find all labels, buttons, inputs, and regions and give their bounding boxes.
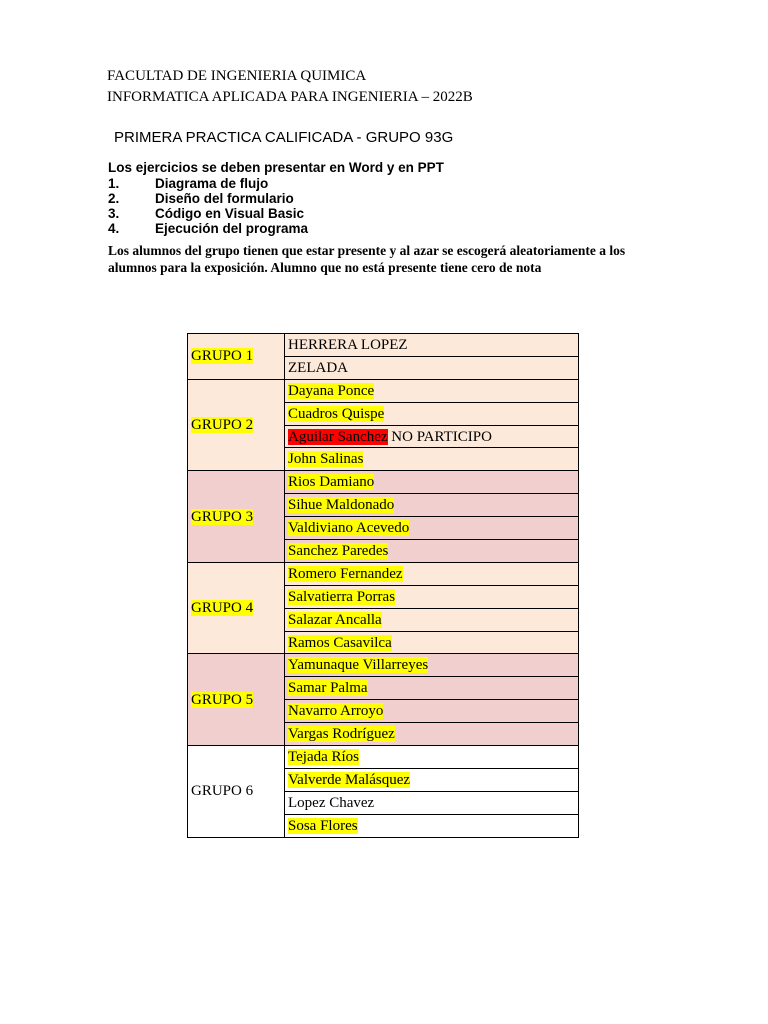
- member-cell: [285, 585, 579, 608]
- member-name: Cuadros Quispe: [288, 405, 385, 422]
- member-cell: [285, 768, 579, 791]
- course-title: INFORMATICA APLICADA PARA INGENIERIA – 2022B: [107, 89, 473, 105]
- group-name-cell: [188, 334, 285, 380]
- list-number: 2.: [108, 191, 120, 206]
- groups-table: [187, 333, 579, 838]
- attendance-note: Los alumnos del grupo tienen que estar presente y al azar se escogerá aleatoriamente a los alumnos para la exposición. Alumno que no está presente tiene cero de nota: [108, 243, 626, 275]
- table-row: [188, 471, 579, 494]
- member-name: Tejada Ríos: [288, 748, 360, 765]
- member-name: Valverde Malásquez: [288, 771, 411, 788]
- member-name: Romero Fernandez: [288, 565, 403, 582]
- group-name: GRUPO 3: [191, 508, 254, 525]
- member-name: John Salinas: [288, 451, 364, 468]
- member-name: Sihue Maldonado: [288, 497, 395, 514]
- instructions-intro: Los ejercicios se deben presentar en Word y en PPT: [108, 160, 444, 175]
- member-name: Ramos Casavilca: [288, 634, 392, 651]
- member-cell: [285, 471, 579, 494]
- member-name: Salazar Ancalla: [288, 611, 382, 628]
- member-cell: [285, 356, 579, 379]
- group-name-cell: [188, 471, 285, 563]
- member-cell: [285, 746, 579, 769]
- member-name: Rios Damiano: [288, 474, 375, 491]
- group-name: GRUPO 1: [191, 348, 254, 365]
- instructions-list: [108, 176, 308, 236]
- faculty-title: FACULTAD DE INGENIERIA QUIMICA: [107, 68, 367, 84]
- member-name: Valdiviano Acevedo: [288, 520, 410, 537]
- member-name: Navarro Arroyo: [288, 703, 384, 720]
- member-name: HERRERA LOPEZ: [288, 336, 408, 353]
- member-status: NO PARTICIPO: [387, 428, 492, 445]
- group-name-cell: [188, 746, 285, 838]
- member-cell: [285, 631, 579, 654]
- group-name: GRUPO 4: [191, 600, 254, 617]
- member-cell: [285, 425, 579, 448]
- member-name: Salvatierra Porras: [288, 588, 396, 605]
- member-cell: [285, 494, 579, 517]
- member-cell: [285, 654, 579, 677]
- list-item: [108, 206, 308, 221]
- groups-table-body: [188, 334, 579, 838]
- table-row: [188, 562, 579, 585]
- member-cell: [285, 517, 579, 540]
- member-name: Yamunaque Villarreyes: [288, 657, 429, 674]
- group-name: GRUPO 5: [191, 691, 254, 708]
- table-row: [188, 334, 579, 357]
- member-name: Vargas Rodríguez: [288, 726, 395, 743]
- group-name: GRUPO 6: [191, 783, 254, 800]
- list-item: [108, 221, 308, 236]
- member-cell: [285, 540, 579, 563]
- list-number: 4.: [108, 221, 120, 236]
- member-cell: [285, 791, 579, 814]
- list-text: Código en Visual Basic: [155, 206, 305, 221]
- list-number: 3.: [108, 206, 120, 221]
- member-name: Aguilar Sanchez: [288, 428, 388, 445]
- group-name-cell: [188, 654, 285, 746]
- member-name: ZELADA: [288, 359, 348, 376]
- group-name: GRUPO 2: [191, 417, 254, 434]
- member-cell: [285, 608, 579, 631]
- member-cell: [285, 723, 579, 746]
- table-row: [188, 379, 579, 402]
- member-name: Sosa Flores: [288, 817, 358, 834]
- group-name-cell: [188, 379, 285, 471]
- list-text: Ejecución del programa: [155, 221, 309, 236]
- member-name: Lopez Chavez: [288, 794, 375, 811]
- member-cell: [285, 379, 579, 402]
- group-name-cell: [188, 562, 285, 654]
- member-cell: [285, 448, 579, 471]
- list-item: [108, 176, 308, 191]
- list-item: [108, 191, 308, 206]
- table-row: [188, 746, 579, 769]
- member-cell: [285, 402, 579, 425]
- member-name: Samar Palma: [288, 680, 368, 697]
- member-cell: [285, 700, 579, 723]
- member-cell: [285, 677, 579, 700]
- list-number: 1.: [108, 176, 120, 191]
- member-cell: [285, 334, 579, 357]
- list-text: Diagrama de flujo: [155, 176, 269, 191]
- table-row: [188, 654, 579, 677]
- member-cell: [285, 562, 579, 585]
- member-name: Dayana Ponce: [288, 382, 375, 399]
- member-cell: [285, 814, 579, 837]
- exam-title: PRIMERA PRACTICA CALIFICADA - GRUPO 93G: [114, 129, 454, 146]
- list-text: Diseño del formulario: [155, 191, 294, 206]
- member-name: Sanchez Paredes: [288, 542, 389, 559]
